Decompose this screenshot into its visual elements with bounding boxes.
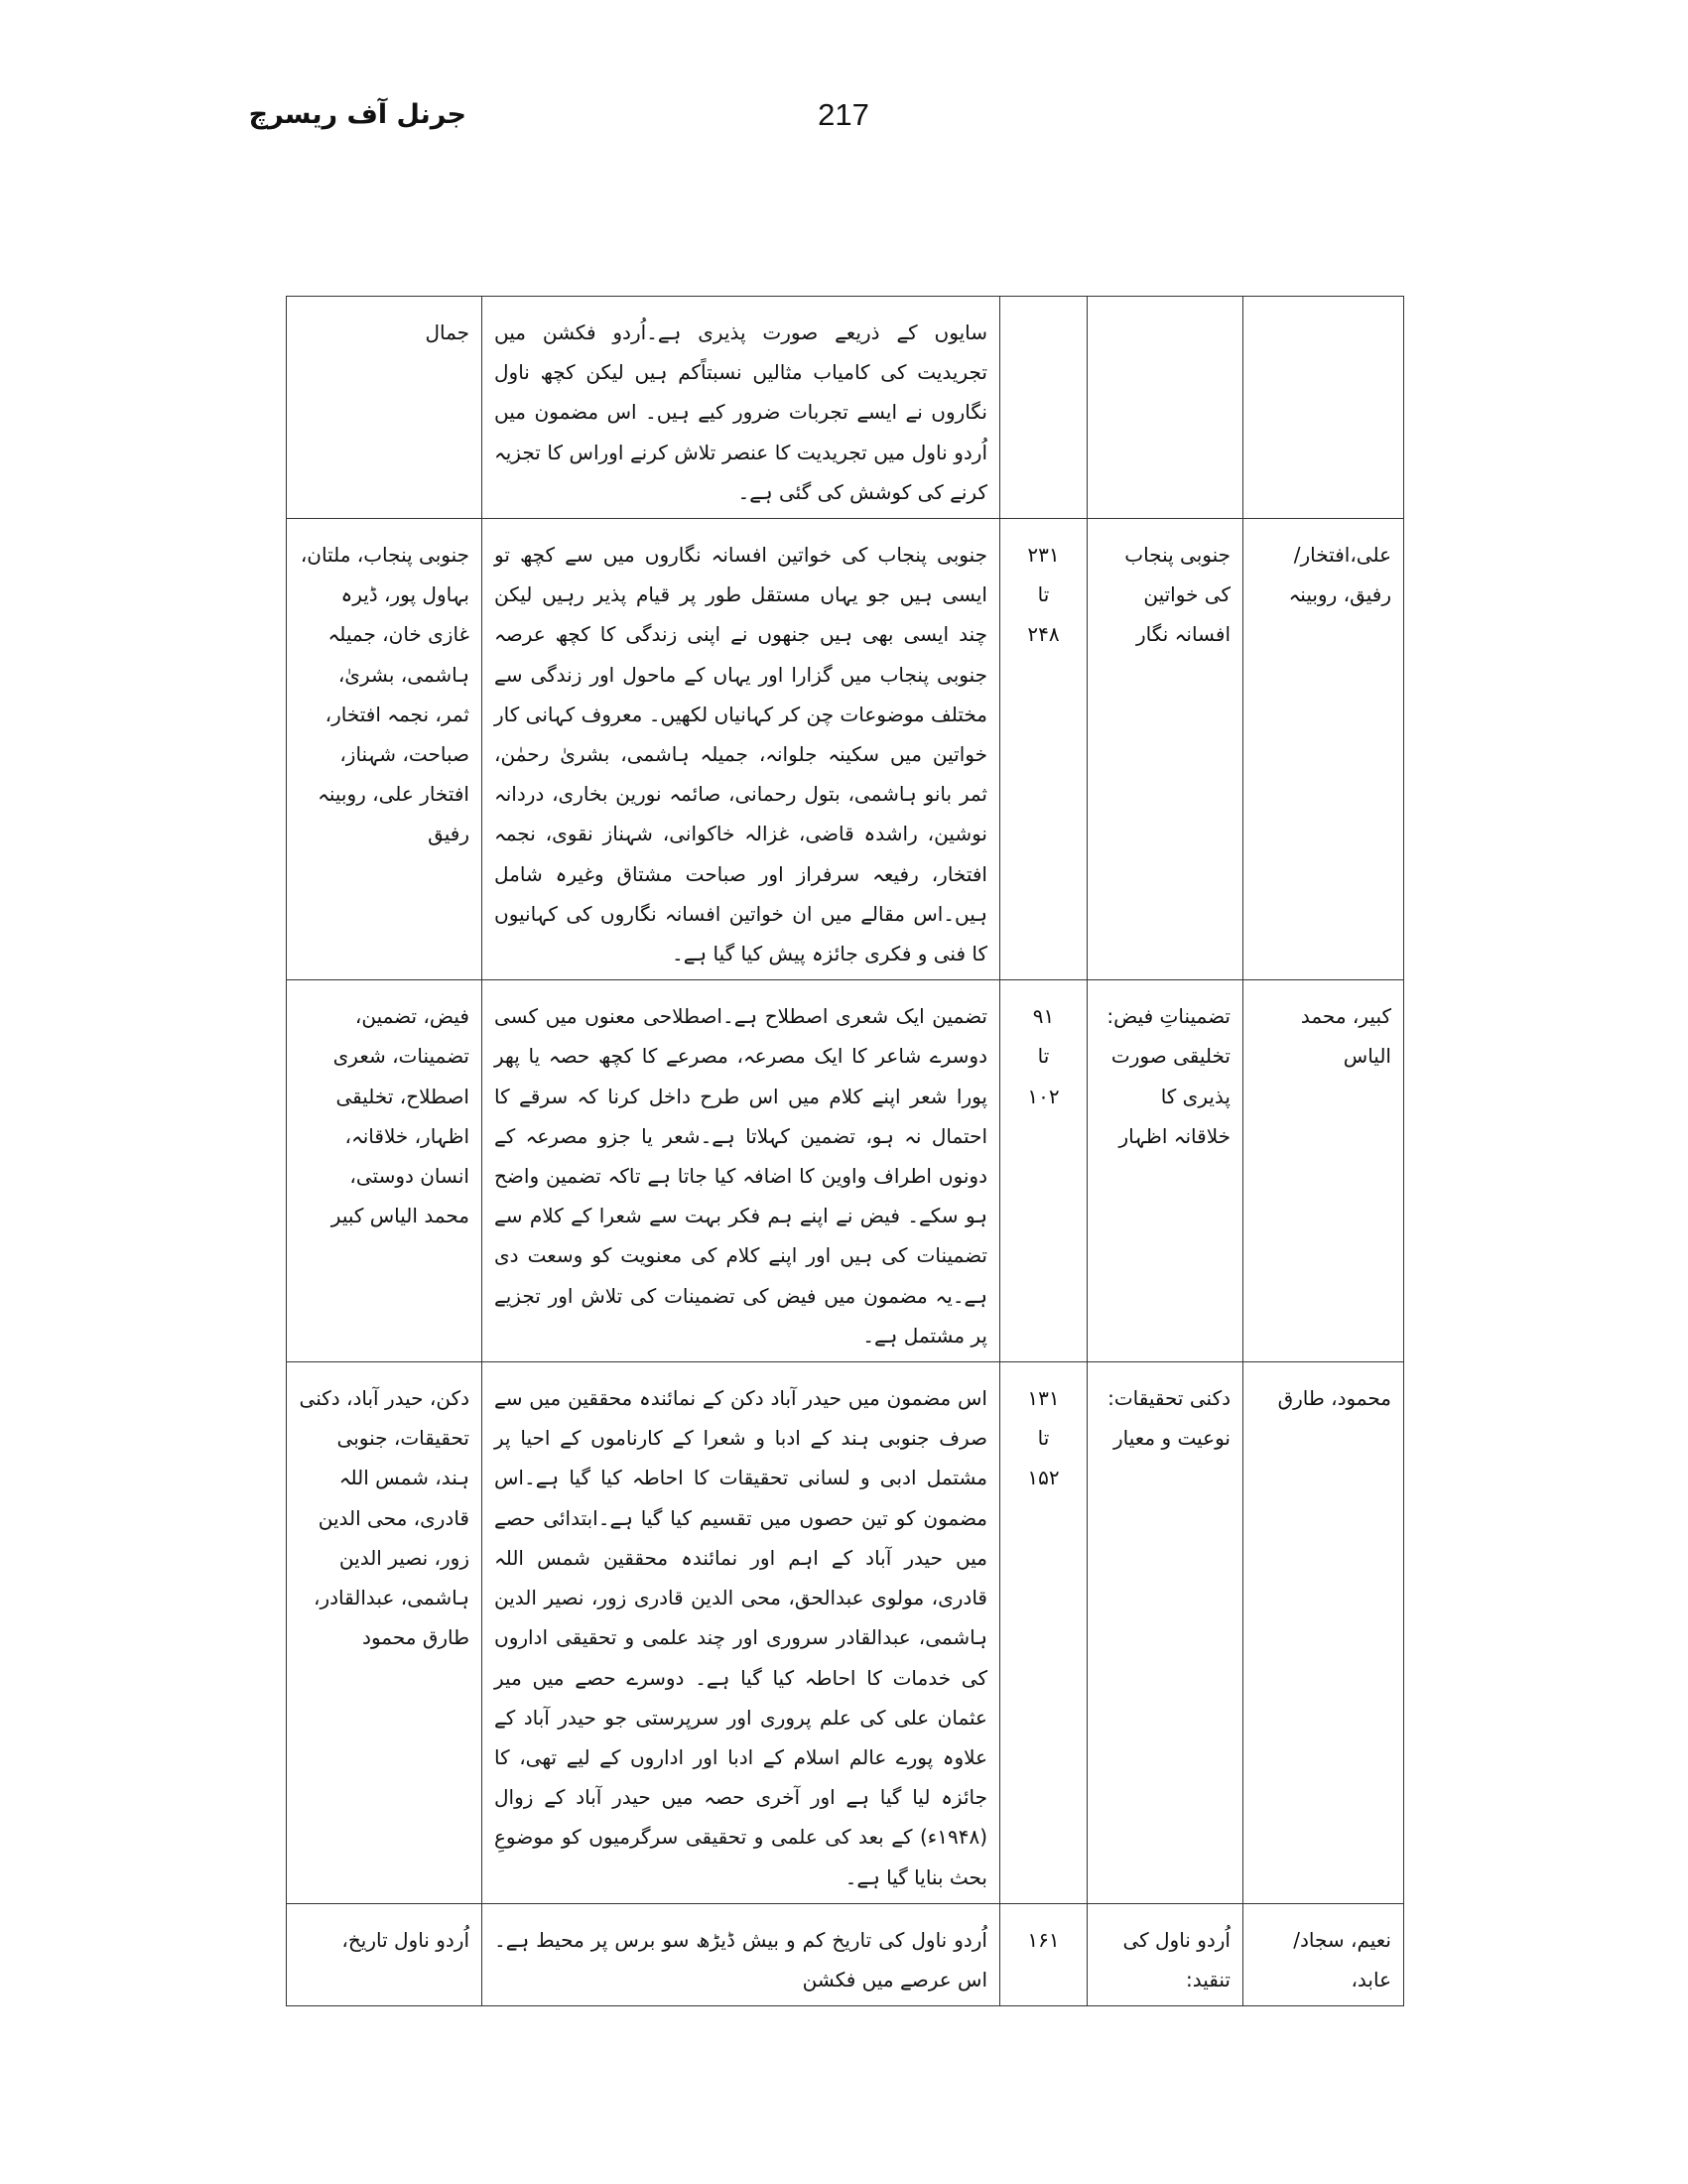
page-end: ۱۰۲: [1027, 1084, 1060, 1108]
page-separator: تا: [1037, 1044, 1050, 1069]
keywords-cell: جمال: [287, 297, 482, 519]
page-number: 217: [818, 97, 869, 132]
page-separator: تا: [1037, 582, 1050, 607]
table-row: [287, 1903, 1404, 2005]
abstract-cell: اُردو ناول کی تاریخ کم و بیش ڈیڑھ سو برس پر محیط ہے۔اس عرصے میں فکشن: [482, 1903, 1000, 2005]
page-start: ۱۶۱: [1027, 1927, 1060, 1952]
pages-cell: [1000, 297, 1088, 519]
pages-cell: [1000, 519, 1088, 980]
title-cell: جنوبی پنجاب کی خواتین افسانہ نگار: [1088, 519, 1243, 980]
page-end: ۲۴۸: [1027, 622, 1060, 647]
keywords-cell: فیض، تضمین، تضمینات، شعری اصطلاح، تخلیقی اظہار، خلاقانہ، انسان دوستی، محمد الیاس کبیر: [287, 980, 482, 1362]
abstract-cell: تضمین ایک شعری اصطلاح ہے۔اصطلاحی معنوں میں کسی دوسرے شاعر کا ایک مصرعہ، مصرعے کا کچھ حصہ یا پھر پورا شعر اپنے کلام میں اس طرح داخل کرنا کہ سرقے کا احتمال نہ ہو، تضمین کہلاتا ہے۔شعر یا جزو مصرعہ کے دونوں اطراف واوین کا اضافہ کیا جاتا ہے تاکہ تضمین واضح ہو سکے۔ فیض نے اپنے ہم فکر بہت سے شعرا کے کلام سے تضمینات کی ہیں اور اپنے کلام کی معنویت کو وسعت دی ہے۔یہ مضمون میں فیض کی تضمینات کی تلاش اور تجزیے پر مشتمل ہے۔: [482, 980, 1000, 1362]
title-cell: اُردو ناول کی تنقید:: [1088, 1903, 1243, 2005]
title-cell: [1088, 297, 1243, 519]
table-row: [287, 297, 1404, 519]
author-cell: [1243, 297, 1404, 519]
table-row: [287, 1362, 1404, 1904]
keywords-cell: جنوبی پنجاب، ملتان، بہاول پور، ڈیرہ غازی خان، جمیلہ ہاشمی، بشریٰ، ثمر، نجمہ افتخار، صباحت، شہناز، افتخار علی، روبینہ رفیق: [287, 519, 482, 980]
article-index-table: [286, 296, 1404, 2006]
page-separator: تا: [1037, 1426, 1050, 1451]
pages-cell: [1000, 1362, 1088, 1904]
title-cell: دکنی تحقیقات: نوعیت و معیار: [1088, 1362, 1243, 1904]
page-end: ۱۵۲: [1027, 1466, 1060, 1490]
author-cell: علی،افتخار/رفیق، روبینہ: [1243, 519, 1404, 980]
abstract-cell: سایوں کے ذریعے صورت پذیری ہے۔اُردو فکشن میں تجریدیت کی کامیاب مثالیں نسبتاًکم ہیں لیکن کچھ ناول نگاروں نے ایسے تجربات ضرور کیے ہیں۔ اس مضمون میں اُردو ناول میں تجریدیت کا عنصر تلاش کرنے اوراس کا تجزیہ کرنے کی کوشش کی گئی ہے۔: [482, 297, 1000, 519]
author-cell: کبیر، محمد الیاس: [1243, 980, 1404, 1362]
author-cell: محمود، طارق: [1243, 1362, 1404, 1904]
keywords-cell: دکن، حیدر آباد، دکنی تحقیقات، جنوبی ہند، شمس اللہ قادری، محی الدین زور، نصیر الدین ہاشمی، عبدالقادر، طارق محمود: [287, 1362, 482, 1904]
author-cell: نعیم، سجاد/عابد،: [1243, 1903, 1404, 2005]
keywords-cell: اُردو ناول تاریخ،: [287, 1903, 482, 2005]
page-start: ۲۳۱: [1027, 543, 1060, 568]
table-row: [287, 980, 1404, 1362]
journal-title: جرنل آف ریسرچ: [248, 99, 466, 130]
pages-cell: [1000, 980, 1088, 1362]
abstract-cell: اس مضمون میں حیدر آباد دکن کے نمائندہ محققین میں سے صرف جنوبی ہند کے ادبا و شعرا کے کارناموں کے احیا پر مشتمل ادبی و لسانی تحقیقات کا احاطہ کیا گیا ہے۔اس مضمون کو تین حصوں میں تقسیم کیا گیا ہے۔ابتدائی حصے میں حیدر آباد کے اہم اور نمائندہ محققین شمس اللہ قادری، مولوی عبدالحق، محی الدین قادری زور، نصیر الدین ہاشمی، عبدالقادر سروری اور چند علمی و تحقیقی اداروں کی خدمات کا احاطہ کیا گیا ہے۔ دوسرے حصے میں میر عثمان علی کی علم پروری اور سرپرستی جو حیدر آباد کے علاوہ پورے عالم اسلام کے ادبا اور اداروں کے لیے تھی، کا جائزہ لیا گیا ہے اور آخری حصہ میں حیدر آباد کے زوال (۱۹۴۸ء) کے بعد کی علمی و تحقیقی سرگرمیوں کو موضوعِ بحث بنایا گیا ہے۔: [482, 1362, 1000, 1904]
page-start: ۹۱: [1032, 1004, 1055, 1029]
table-row: [287, 519, 1404, 980]
abstract-cell: جنوبی پنجاب کی خواتین افسانہ نگاروں میں سے کچھ تو ایسی ہیں جو یہاں مستقل طور پر قیام پذیر رہیں لیکن چند ایسی بھی ہیں جنھوں نے اپنی زندگی کا کچھ عرصہ جنوبی پنجاب میں گزارا اور یہاں کے ماحول اور زندگی سے مختلف موضوعات چن کر کہانیاں لکھیں۔ معروف کہانی کار خواتین میں سکینہ جلوانہ، جمیلہ ہاشمی، بشریٰ رحمٰن، ثمر بانو ہاشمی، بتول رحمانی، صائمہ نورین بخاری، دردانہ نوشین، راشدہ قاضی، غزالہ خاکوانی، شہناز نقوی، نجمہ افتخار، رفیعہ سرفراز اور صباحت مشتاق وغیرہ شامل ہیں۔اس مقالے میں ان خواتین افسانہ نگاروں کی کہانیوں کا فنی و فکری جائزہ پیش کیا گیا ہے۔: [482, 519, 1000, 980]
title-cell: تضمیناتِ فیض: تخلیقی صورت پذیری کا خلاقانہ اظہار: [1088, 980, 1243, 1362]
pages-cell: [1000, 1903, 1088, 2005]
page-start: ۱۳۱: [1027, 1386, 1060, 1411]
